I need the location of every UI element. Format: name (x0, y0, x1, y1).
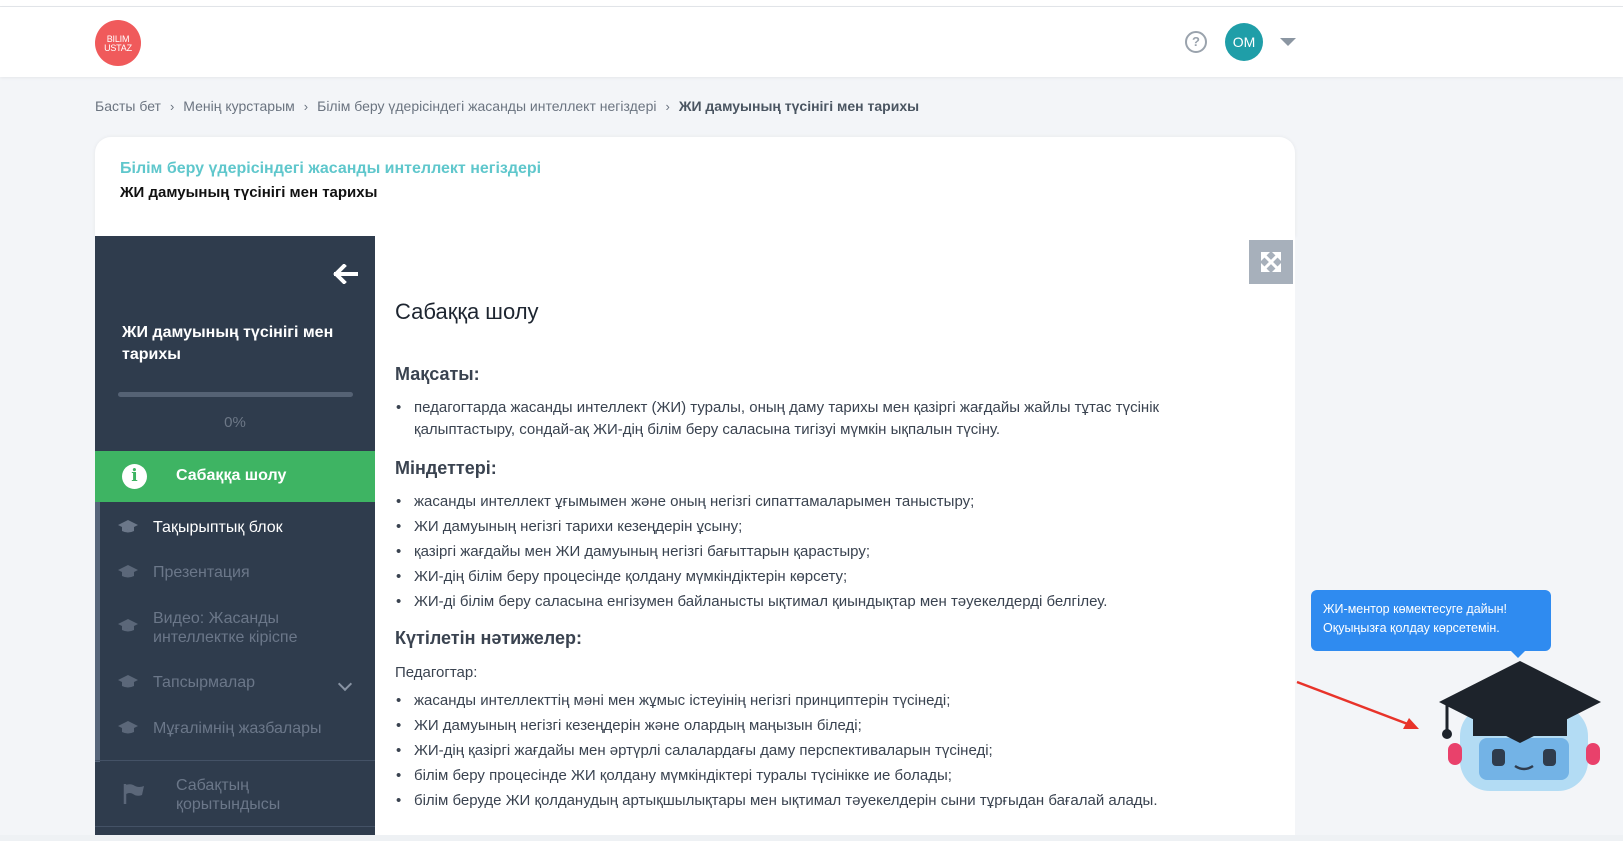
sidebar-item-label: Сабақтың қорытындысы (176, 777, 281, 813)
list-item: • ЖИ-ді білім беру саласына енгізумен байланысты ықтимал қиындықтар мен тәуекелдерді белгілеу. (395, 591, 1255, 613)
list-item: • білім беруде ЖИ қолданудың артықшылықтары мен ықтимал тәуекелдерін сыни тұрғыдан бағалай алады. (395, 790, 1255, 812)
breadcrumb-current: ЖИ дамуының түсінігі мен тарихы (678, 98, 920, 114)
graduation-cap-icon (118, 619, 138, 633)
goals-title: Мақсаты: (395, 364, 480, 384)
breadcrumb-home[interactable]: Басты бет (95, 98, 161, 114)
sidebar-group (95, 502, 375, 762)
flag-icon (122, 783, 146, 805)
breadcrumb-course[interactable]: Білім беру үдерісіндегі жасанды интеллект негіздері (317, 98, 657, 114)
chevron-down-icon[interactable] (1280, 38, 1296, 46)
logo[interactable] (95, 20, 141, 66)
tasks-title: Міндеттері: (395, 458, 497, 478)
arrow-icon (1295, 678, 1430, 733)
list-item: • ЖИ дамуының негізгі кезеңдерін және олардың маңызын біледі; (395, 715, 1255, 737)
chevron-right-icon: › (665, 98, 670, 114)
mentor-bubble-line2: Оқуыңызға қолдау көрсетемін. (1323, 621, 1500, 635)
chevron-down-icon[interactable] (338, 677, 352, 691)
graduation-cap-icon (118, 721, 138, 735)
lesson-sidebar (95, 236, 375, 841)
sidebar-item-label: Презентация (153, 564, 250, 581)
goals-list (395, 397, 1255, 444)
list-item: • білім беру процесінде ЖИ қолдану мүмкіндіктері туралы түсінікке ие болады; (395, 765, 1255, 787)
avatar[interactable]: ОМ (1225, 23, 1263, 61)
mentor-bubble-line1: ЖИ-ментор көмектесуге дайын! (1323, 602, 1508, 616)
list-item: • жасанды интеллекттің мәні мен жұмыс істеуінің негізгі принциптерін түсінеді; (395, 690, 1255, 712)
course-title[interactable]: Білім беру үдерісіндегі жасанды интеллект негіздері (120, 160, 542, 177)
title-card (95, 137, 1295, 237)
list-item: • ЖИ дамуының негізгі тарихи кезеңдерін ұсыну; (395, 516, 1255, 538)
breadcrumb (95, 98, 919, 114)
list-item: • қазіргі жағдайы мен ЖИ дамуының негізгі бағыттарын қарастыру; (395, 541, 1255, 563)
graduation-cap-icon (118, 675, 138, 689)
sidebar-item-label: Тақырыптық блок (153, 519, 283, 536)
sidebar-item-label: Видео: Жасанды интеллектке кіріспе (153, 610, 298, 646)
info-icon: i (122, 464, 147, 489)
graduation-cap-icon (118, 520, 138, 534)
lesson-title: ЖИ дамуының түсінігі мен тарихы (120, 184, 378, 201)
graduation-cap-icon (118, 565, 138, 579)
sidebar-title: ЖИ дамуының түсінігі мен тарихы (122, 324, 334, 363)
list-item: • жасанды интеллект ұғымымен және оның негізгі сипаттамаларымен таныстыру; (395, 491, 1255, 513)
progress-bar (118, 392, 353, 397)
header (0, 7, 1623, 77)
tasks-list (395, 491, 1255, 616)
sidebar-item-label: Тапсырмалар (153, 674, 256, 691)
arrow-left-icon[interactable] (333, 264, 359, 284)
expand-icon (1249, 240, 1293, 284)
results-list (395, 690, 1255, 815)
progress-text: 0% (224, 414, 246, 431)
divider (95, 826, 375, 827)
fullscreen-button[interactable] (1249, 240, 1293, 284)
list-item: • ЖИ-дің қазіргі жағдайы мен әртүрлі салалардағы даму перспективаларын түсінеді; (395, 740, 1255, 762)
top-border (0, 0, 1623, 7)
content-heading: Сабаққа шолу (395, 299, 539, 324)
bottom-band (0, 835, 1623, 841)
results-title: Күтілетін нәтижелер: (395, 628, 582, 648)
lesson-content (375, 236, 1295, 841)
sidebar-item-label: Сабаққа шолу (176, 467, 287, 484)
results-intro: Педагогтар: (395, 664, 478, 681)
logo-text-line1: BILIM (106, 34, 130, 44)
chevron-right-icon: › (169, 98, 175, 114)
mentor-bubble[interactable] (1311, 590, 1551, 651)
sidebar-item-summary (95, 761, 375, 826)
list-item: • ЖИ-дің білім беру процесінде қолдану мүмкіндіктерін көрсету; (395, 566, 1255, 588)
list-item: • педагогтарда жасанды интеллект (ЖИ) туралы, оның даму тарихы мен қазіргі жағдайы жайлы тұтас түсінік қалыптастыру, сондай-ақ ЖИ-дің білім беру саласына тигізуі мүмкін ықпалын түсіну. (395, 397, 1255, 441)
chevron-right-icon: › (303, 98, 309, 114)
sidebar-item-overview[interactable] (95, 451, 375, 502)
help-icon[interactable]: ? (1185, 31, 1207, 53)
logo-text-line2: USTAZ (104, 43, 132, 53)
ai-mentor-robot-icon[interactable] (1435, 658, 1605, 798)
breadcrumb-my-courses[interactable]: Менің курстарым (183, 98, 295, 114)
sidebar-item-label: Мұғалімнің жазбалары (153, 720, 322, 737)
